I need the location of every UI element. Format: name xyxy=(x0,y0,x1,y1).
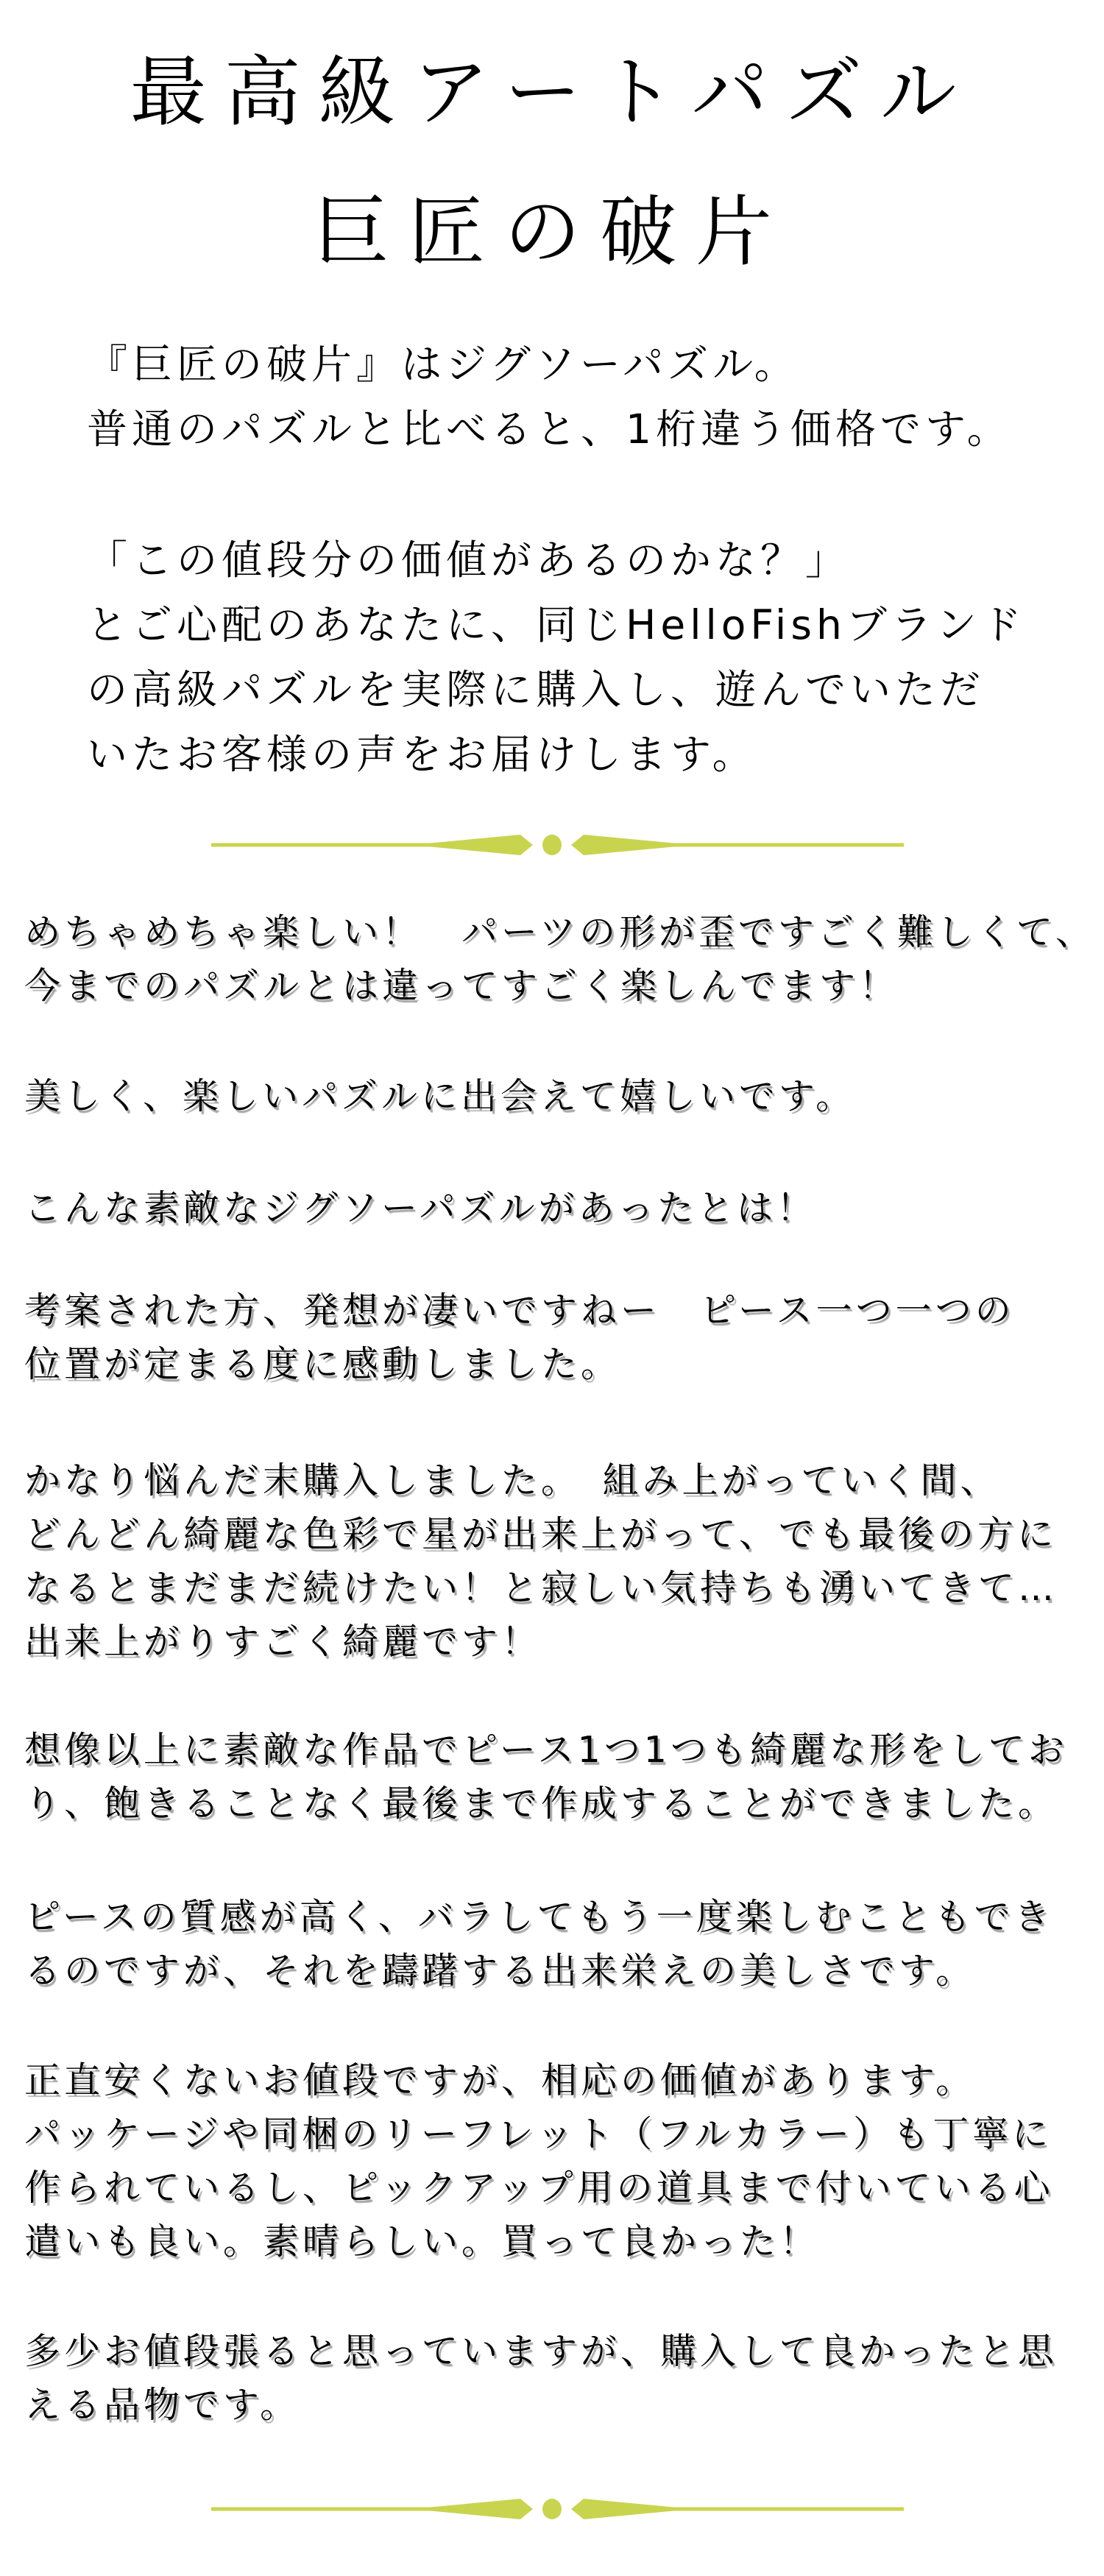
review-line: るのですが、それを躊躇する出来栄えの美しさです。 xyxy=(24,1950,976,1992)
divider-ornament-icon xyxy=(211,2483,904,2535)
review-line: 多少お値段張ると思っていますが、購入して良かったと思 xyxy=(24,2330,1058,2372)
divider-left-line xyxy=(211,843,432,847)
intro-line: いたお客様の声をお届けします。 xyxy=(87,731,757,778)
review-line: 美しく、楽しいパズルに出会えて嬉しいです。 xyxy=(24,1075,856,1117)
intro-paragraph-concern xyxy=(87,528,1026,787)
review-item xyxy=(24,2053,1054,2268)
divider-right-arrow-icon xyxy=(571,835,673,855)
review-line: こんな素敵なジグソーパズルがあったとは！ xyxy=(24,1187,817,1229)
divider-dot-icon xyxy=(542,2499,562,2519)
review-line: 出来上がりすごく綺麗です！ xyxy=(24,1621,542,1663)
review-line: 今までのパズルとは違ってすごく楽しんでます！ xyxy=(24,965,899,1007)
page-title-line-2: 巨匠の破片 xyxy=(312,187,791,277)
review-line: 想像以上に素敵な作品でピース1つ1つも綺麗な形をしてお xyxy=(24,1729,1068,1771)
review-item xyxy=(24,1723,1068,1830)
review-line: り、飽きることなく最後まで作成することができました。 xyxy=(24,1783,1058,1825)
review-line: 作られているし、ピックアップ用の道具まで付いている心 xyxy=(24,2167,1054,2209)
review-line: かなり悩んだ末購入しました。 組み上がっていく間、 xyxy=(24,1459,1000,1501)
intro-line: の高級パズルを実際に購入し、遊んでいただ xyxy=(87,666,986,713)
section-divider-bottom xyxy=(211,2483,904,2535)
intro-line: 『巨匠の破片』はジグソーパズル。 xyxy=(87,341,799,388)
review-item xyxy=(24,905,1095,1013)
review-item xyxy=(24,1890,1054,1998)
review-line: 考案された方、発想が凄いですねー ピース一つ一つの xyxy=(24,1289,1015,1331)
review-item xyxy=(24,1069,855,1123)
divider-left-arrow-icon xyxy=(431,835,533,855)
review-line: 位置が定まる度に感動しました。 xyxy=(24,1343,621,1385)
divider-left-arrow-icon xyxy=(431,2499,533,2519)
review-line: なるとまだまだ続けたい！と寂しい気持ちも湧いてきて… xyxy=(24,1567,1058,1609)
review-line: 正直安くないお値段ですが、相応の価値があります。 xyxy=(24,2059,976,2101)
intro-line: 普通のパズルと比べると、1桁違う価格です。 xyxy=(87,406,1012,453)
review-item xyxy=(24,1181,816,1235)
intro-line: 「この値段分の価値があるのかな？」 xyxy=(87,537,851,584)
divider-ornament-icon xyxy=(211,819,904,871)
review-line: どんどん綺麗な色彩で星が出来上がって、でも最後の方に xyxy=(24,1513,1058,1555)
section-divider-top xyxy=(211,819,904,871)
page-title-line-1: 最高級アートパズル xyxy=(130,47,974,137)
divider-right-arrow-icon xyxy=(571,2499,673,2519)
divider-right-line xyxy=(672,843,904,847)
divider-dot-icon xyxy=(542,835,562,855)
review-item xyxy=(24,2324,1058,2432)
review-item xyxy=(24,1454,1058,1669)
review-line: ピースの質感が高く、バラしてもう一度楽しむこともでき xyxy=(24,1896,1054,1938)
divider-right-line xyxy=(672,2508,904,2511)
intro-paragraph-product xyxy=(87,332,1012,461)
intro-line: とご心配のあなたに、同じHelloFishブランド xyxy=(87,601,1026,648)
review-line: パッケージや同梱のリーフレット（フルカラー）も丁寧に xyxy=(24,2113,1052,2155)
review-line: える品物です。 xyxy=(24,2384,300,2426)
divider-left-line xyxy=(211,2508,432,2511)
review-item xyxy=(24,1284,1015,1391)
review-line: めちゃめちゃ楽しい！ パーツの形が歪ですごく難しくて、 xyxy=(24,911,1096,953)
review-line: 遣いも良い。素晴らしい。買って良かった！ xyxy=(24,2221,820,2262)
